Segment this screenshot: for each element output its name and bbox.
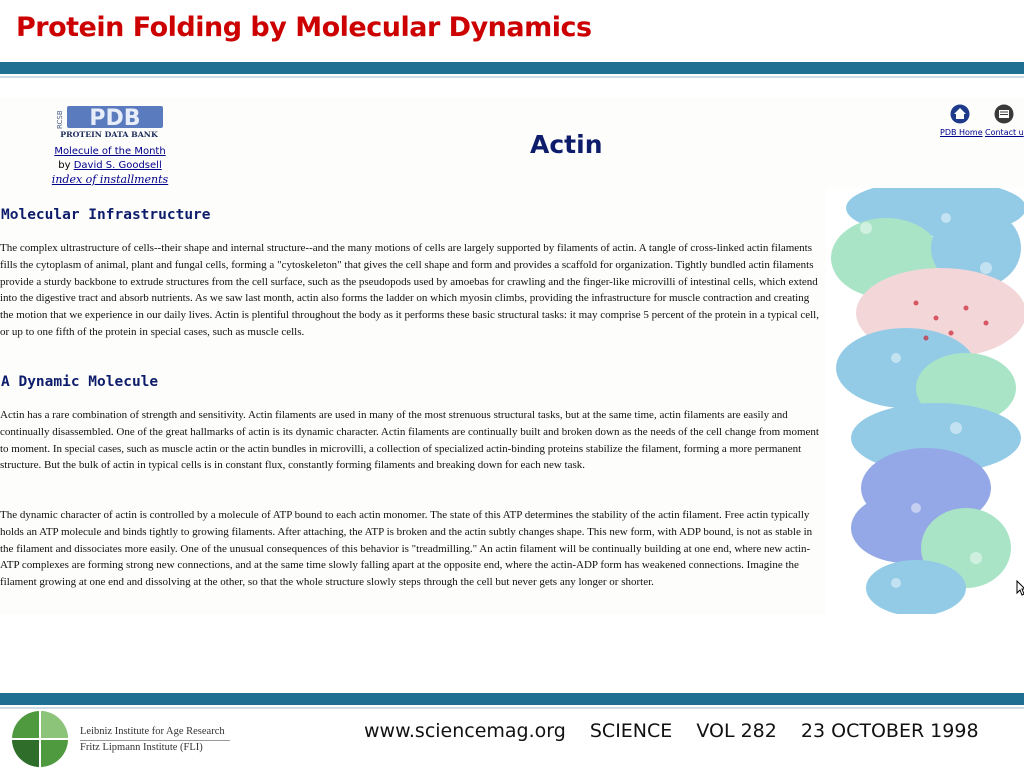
paragraph-dynamic-molecule-2: The dynamic character of actin is controlled by a molecule of ATP bound to each actin monomer. The state of this ATP determines the stability of the actin filament. Free actin typically holds an ATP molecule and binds tightly to growing filaments. After attaching, the ATP is broken and the actin subtly changes shape. This new form, with ADP bound, is not as stable in the filament and dissociates more easily. One of the unusual consequences of this behavior is "treadmilling." An actin filament will be continually building at one end, where new actin-ATP complexes are forming strong new connections, and at the same time slowly falling apart at the opposite end, where the actin-ADP form has weakened connections. Imagine the filament growing at one end and dissolving at the other, so that the whole structure slowly steps through the cell but never gets any longer or shorter. bbox=[0, 509, 813, 589]
paragraph-dynamic-molecule-1: Actin has a rare combination of strength and sensitivity. Actin filaments are used in many of the most strenuous structural tasks, but at the same time, actin filaments are easily and continually disassembled. One of the great hallmarks of actin is its dynamic character. Actin filaments are continually built and broken down as the needs of the cell change from moment to moment. In special cases, such as muscle actin or the actin bundles in microvilli, a collection of specialized actin-binding proteins stabilize the filament, forming a more permanent structure. But the bulk of actin in typical cells is in constant flux, constantly forming filaments and breaking down for each new task. bbox=[0, 409, 819, 472]
citation-volume: VOL 282 bbox=[696, 720, 777, 742]
pdb-nav bbox=[938, 104, 1024, 140]
contact-icon[interactable] bbox=[994, 104, 1014, 124]
page-title: Actin bbox=[530, 130, 603, 159]
index-of-installments-link[interactable]: index of installments bbox=[51, 173, 169, 186]
institute-line-1: Leibniz Institute for Age Research bbox=[80, 726, 225, 737]
citation-date: 23 OCTOBER 1998 bbox=[800, 720, 979, 742]
rcsb-logo-text: RCSB bbox=[56, 110, 64, 129]
citation bbox=[364, 720, 997, 742]
home-icon[interactable] bbox=[950, 104, 970, 124]
actin-filament-image bbox=[826, 188, 1024, 614]
pdb-sidebar-links bbox=[40, 145, 180, 188]
section-heading-molecular-infrastructure: Molecular Infrastructure bbox=[1, 207, 211, 223]
pdb-home-link[interactable]: PDB Home bbox=[940, 128, 983, 137]
top-divider-line bbox=[0, 76, 1024, 78]
citation-journal: SCIENCE bbox=[589, 720, 673, 742]
fli-logo bbox=[10, 710, 70, 768]
pdb-logo[interactable] bbox=[55, 103, 167, 139]
institute-line-2: Fritz Lipmann Institute (FLI) bbox=[80, 742, 203, 753]
paragraph-molecular-infrastructure: The complex ultrastructure of cells--their shape and internal structure--and the many motions of cells are largely supported by filaments of actin. A tangle of cross-linked actin filaments fills the cytoplasm of animal, plant and fungal cells, forming a "cytoskeleton" that gives the cell shape and form and provides a scaffold for organization. Tightly bundled actin filaments provide a sturdy backbone to extrude structures from the cell surface, such as the pseudopods used by amoebas for crawling and the finger-like microvilli of intestinal cells, which extend into the digestive tract and absorb nutrients. As we saw last month, actin also forms the ladder on which myosin climbs, providing the infrastructure for muscle contraction and creating the motion that we experience in our daily lives. Actin is plentiful throughout the body as it performs these basic structural tasks: it may comprise 5 percent of the protein in a typical cell, or up to one fifth of the protein in special cases, such as muscle cells. bbox=[0, 242, 819, 338]
author-link[interactable]: David S. Goodsell bbox=[73, 160, 162, 171]
bottom-divider-bar bbox=[0, 693, 1024, 705]
mouse-cursor-icon bbox=[1016, 580, 1024, 596]
by-label: by bbox=[58, 160, 71, 171]
pdb-logo-text: PDB bbox=[89, 106, 141, 131]
pdb-logo-subtitle: PROTEIN DATA BANK bbox=[60, 130, 158, 139]
section-heading-dynamic-molecule: A Dynamic Molecule bbox=[1, 374, 159, 390]
contact-us-link[interactable]: Contact u bbox=[985, 128, 1024, 137]
top-divider-bar bbox=[0, 62, 1024, 74]
molecule-of-month-link[interactable]: Molecule of the Month bbox=[54, 146, 166, 157]
citation-url: www.sciencemag.org bbox=[364, 720, 566, 742]
institute-divider bbox=[80, 740, 230, 741]
slide-title: Protein Folding by Molecular Dynamics bbox=[16, 12, 592, 43]
bottom-divider-line bbox=[0, 707, 1024, 709]
